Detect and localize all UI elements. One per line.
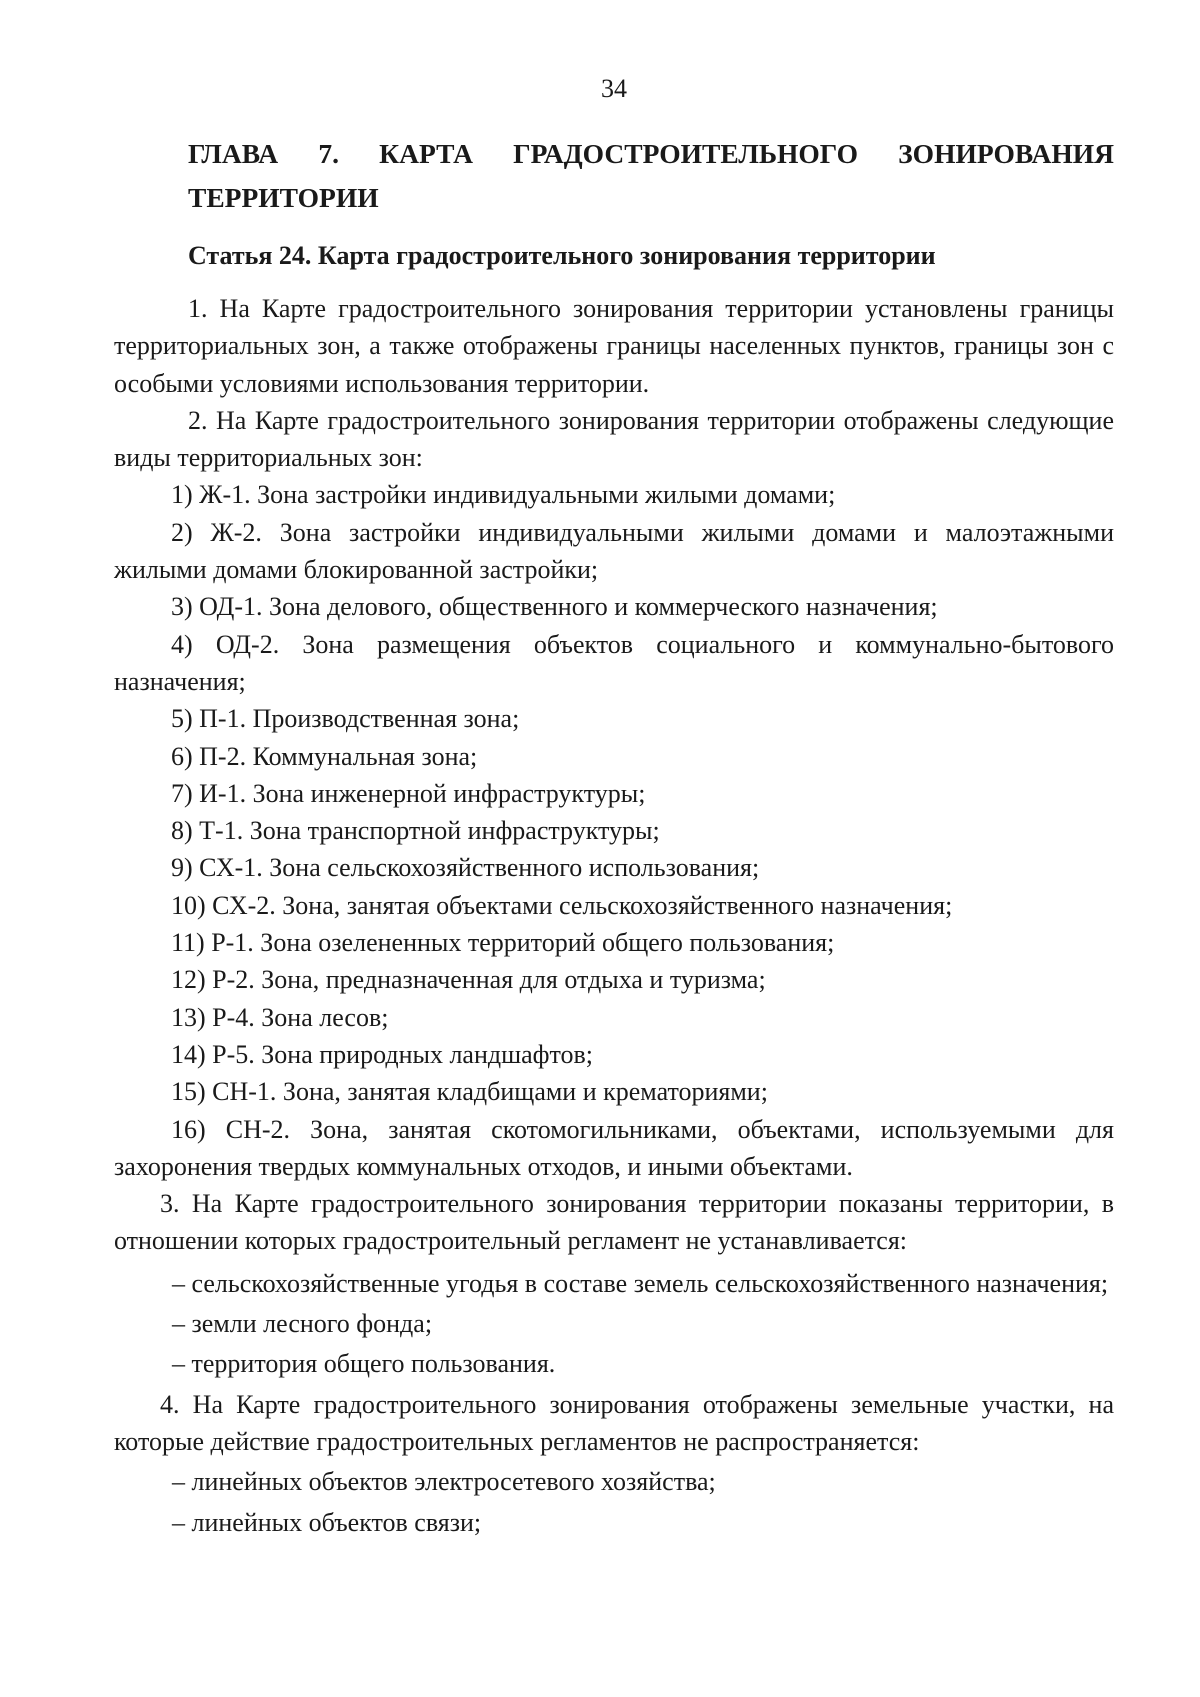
list-item: 7) И-1. Зона инженерной инфраструктуры; bbox=[171, 778, 646, 808]
list-item: 1) Ж-1. Зона застройки индивидуальными жилыми домами; bbox=[171, 480, 836, 510]
list-item: 3) ОД-1. Зона делового, общественного и коммерческого назначения; bbox=[171, 592, 938, 622]
list-item: 8) Т-1. Зона транспортной инфраструктуры; bbox=[171, 816, 660, 846]
list-item: 10) СХ-2. Зона, занятая объектами сельскохозяйственного назначения; bbox=[171, 890, 953, 920]
page-number: 34 bbox=[601, 74, 627, 103]
chapter-title bbox=[188, 132, 1114, 220]
paragraph-2: 2. На Карте градостроительного зонирования территории отображены следующие виды территориальных зон: bbox=[114, 405, 1114, 473]
zone-list bbox=[114, 476, 1114, 1185]
list-item: 9) СХ-1. Зона сельскохозяйственного использования; bbox=[171, 853, 760, 883]
list-item: 12) Р-2. Зона, предназначенная для отдыха и туризма; bbox=[171, 965, 766, 995]
list-item: 16) СН-2. Зона, занятая скотомогильниками, объектами, используемыми для захоронения твердых коммунальных отходов, и иными объектами. bbox=[114, 1114, 1114, 1181]
no-regulation-list bbox=[114, 1265, 1114, 1383]
paragraph-3: 3. На Карте градостроительного зонирования территории показаны территории, в отношении которых градостроительный регламент не устанавливается: bbox=[114, 1189, 1114, 1256]
list-item: 14) Р-5. Зона природных ландшафтов; bbox=[171, 1039, 594, 1069]
paragraph-1: 1. На Карте градостроительного зонирования территории установлены границы территориальных зон, а также отображены границы населенных пунктов, границы зон с особыми условиями использования территории. bbox=[114, 294, 1114, 398]
document-body bbox=[114, 132, 1114, 1541]
chapter-title-line-1: ГЛАВА 7. КАРТА ГРАДОСТРОИТЕЛЬНОГО ЗОНИРОВАНИЯ bbox=[188, 138, 1114, 169]
list-item: – сельскохозяйственные угодья в составе земель сельскохозяйственного назначения; bbox=[172, 1268, 1109, 1298]
list-item: – линейных объектов связи; bbox=[172, 1507, 482, 1537]
list-item: 4) ОД-2. Зона размещения объектов социального и коммунально-бытового назначения; bbox=[114, 629, 1114, 696]
list-item: 5) П-1. Производственная зона; bbox=[171, 704, 520, 734]
list-item: – территория общего пользования. bbox=[172, 1349, 556, 1379]
list-item: 15) СН-1. Зона, занятая кладбищами и крематориями; bbox=[171, 1077, 768, 1107]
list-item: 13) Р-4. Зона лесов; bbox=[171, 1002, 389, 1032]
list-item: – земли лесного фонда; bbox=[172, 1309, 433, 1339]
list-item: – линейных объектов электросетевого хозяйства; bbox=[172, 1467, 716, 1497]
list-item: 11) Р-1. Зона озелененных территорий общего пользования; bbox=[171, 928, 835, 958]
not-applicable-list bbox=[114, 1463, 1114, 1541]
article-title: Статья 24. Карта градостроительного зонирования территории bbox=[188, 241, 936, 270]
list-item: 6) П-2. Коммунальная зона; bbox=[171, 741, 478, 771]
list-item: 2) Ж-2. Зона застройки индивидуальными жилыми домами и малоэтажными жилыми домами блокированной застройки; bbox=[114, 517, 1114, 585]
chapter-title-line-2: ТЕРРИТОРИИ bbox=[188, 182, 379, 213]
paragraph-4: 4. На Карте градостроительного зонирования отображены земельные участки, на которые действие градостроительных регламентов не распространяется: bbox=[114, 1389, 1114, 1456]
